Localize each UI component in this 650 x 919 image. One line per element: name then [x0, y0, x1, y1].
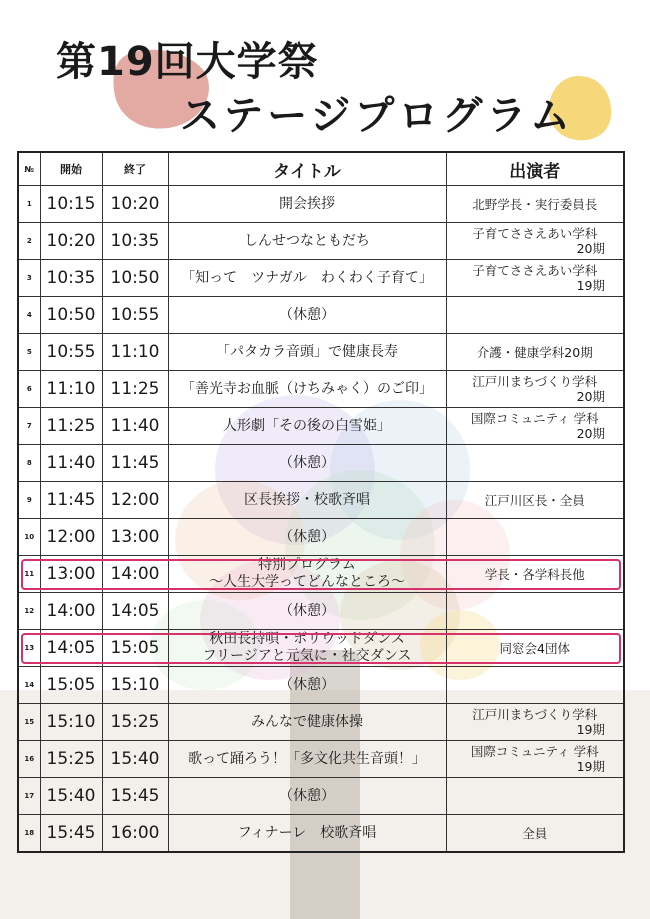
performer-line: 20期 [576, 426, 605, 441]
performer [446, 297, 624, 334]
program-title-line: 「パタカラ音頭」で健康長寿 [216, 343, 398, 360]
program-title [168, 815, 446, 853]
performer-line: 国際コミュニティ 学科 [470, 411, 599, 426]
row-number: 18 [18, 815, 40, 853]
start-time: 11:40 [40, 445, 102, 482]
program-title-line: （休憩） [279, 602, 335, 619]
program-title [168, 704, 446, 741]
table-row [18, 815, 624, 853]
performer [446, 482, 624, 519]
table-header-row [18, 152, 624, 186]
performer [446, 704, 624, 741]
performer-line: 北野学長・実行委員長 [472, 196, 598, 212]
program-title-line: 「知って ツナガル わくわく子育て」 [181, 269, 433, 286]
performer [446, 260, 624, 297]
column-header-no: № [18, 152, 40, 186]
row-number: 7 [18, 408, 40, 445]
start-time: 11:45 [40, 482, 102, 519]
program-title [168, 482, 446, 519]
end-time: 14:05 [102, 593, 168, 630]
table-row [18, 741, 624, 778]
table-row [18, 778, 624, 815]
program-title [168, 371, 446, 408]
performer [446, 334, 624, 371]
start-time: 15:40 [40, 778, 102, 815]
end-time: 13:00 [102, 519, 168, 556]
performer [446, 408, 624, 445]
row-number: 1 [18, 186, 40, 223]
row-number: 13 [18, 630, 40, 667]
performer [446, 223, 624, 260]
table-row [18, 186, 624, 223]
start-time: 11:25 [40, 408, 102, 445]
program-title-line: 秋田長持唄・ボリウッドダンス [209, 631, 405, 647]
program-title-line: （休憩） [279, 528, 335, 545]
table-row [18, 519, 624, 556]
performer-line: 19期 [576, 759, 605, 774]
performer-line: 江戸川まちづくり学科 [472, 374, 598, 389]
program-title-line: （休憩） [279, 787, 335, 804]
performer [446, 186, 624, 223]
end-time: 15:25 [102, 704, 168, 741]
row-number: 9 [18, 482, 40, 519]
program-title [168, 593, 446, 630]
row-number: 2 [18, 223, 40, 260]
program-title [168, 186, 446, 223]
table-row [18, 593, 624, 630]
row-number: 15 [18, 704, 40, 741]
end-time: 11:40 [102, 408, 168, 445]
performer-line: 19期 [576, 278, 605, 293]
start-time: 13:00 [40, 556, 102, 593]
start-time: 10:55 [40, 334, 102, 371]
program-table [17, 151, 625, 853]
program-title [168, 556, 446, 593]
table-row [18, 630, 624, 667]
start-time: 10:35 [40, 260, 102, 297]
end-time: 11:10 [102, 334, 168, 371]
end-time: 14:00 [102, 556, 168, 593]
column-header-performer: 出演者 [446, 152, 624, 186]
performer [446, 556, 624, 593]
row-number: 3 [18, 260, 40, 297]
table-row [18, 297, 624, 334]
program-title-line: フィナーレ 校歌斉唱 [237, 824, 377, 841]
table-row [18, 334, 624, 371]
start-time: 12:00 [40, 519, 102, 556]
table-row [18, 223, 624, 260]
performer [446, 519, 624, 556]
program-title [168, 519, 446, 556]
performer-line: 同窓会4団体 [499, 640, 570, 656]
table-row [18, 556, 624, 593]
performer-line: 20期 [576, 389, 605, 404]
row-number: 11 [18, 556, 40, 593]
program-title-line: 人形劇「その後の白雪姫」 [223, 417, 391, 434]
performer [446, 630, 624, 667]
performer-line: 江戸川まちづくり学科 [472, 707, 598, 722]
start-time: 10:15 [40, 186, 102, 223]
page-title-line2: ステージプログラム [180, 93, 574, 139]
row-number: 4 [18, 297, 40, 334]
column-header-end: 終了 [102, 152, 168, 186]
end-time: 10:55 [102, 297, 168, 334]
table-row [18, 704, 624, 741]
row-number: 8 [18, 445, 40, 482]
column-header-title: タイトル [168, 152, 446, 186]
end-time: 15:40 [102, 741, 168, 778]
start-time: 15:05 [40, 667, 102, 704]
row-number: 10 [18, 519, 40, 556]
row-number: 17 [18, 778, 40, 815]
end-time: 10:20 [102, 186, 168, 223]
performer [446, 741, 624, 778]
program-title-line: 「善光寺お血脈（けちみゃく）のご印」 [181, 380, 433, 397]
program-title-line: （休憩） [279, 454, 335, 471]
table-row [18, 667, 624, 704]
end-time: 11:45 [102, 445, 168, 482]
program-title [168, 630, 446, 667]
column-header-start: 開始 [40, 152, 102, 186]
program-title [168, 667, 446, 704]
program-title [168, 260, 446, 297]
row-number: 14 [18, 667, 40, 704]
performer-line: 介護・健康学科20期 [476, 344, 593, 360]
performer [446, 371, 624, 408]
end-time: 15:05 [102, 630, 168, 667]
start-time: 10:50 [40, 297, 102, 334]
performer-line: 20期 [576, 241, 605, 256]
end-time: 16:00 [102, 815, 168, 853]
row-number: 12 [18, 593, 40, 630]
end-time: 10:35 [102, 223, 168, 260]
table-row [18, 482, 624, 519]
program-title [168, 334, 446, 371]
program-title [168, 223, 446, 260]
table-row [18, 445, 624, 482]
program-title-line: ～人生大学ってどんなところ～ [209, 574, 405, 590]
header [0, 0, 650, 148]
program-title [168, 297, 446, 334]
end-time: 15:10 [102, 667, 168, 704]
performer-line: 江戸川区長・全員 [484, 492, 585, 508]
program-title-line: みんなで健康体操 [251, 713, 363, 730]
performer-line: 子育てささえあい学科 [472, 226, 598, 241]
program-title [168, 408, 446, 445]
performer [446, 778, 624, 815]
end-time: 11:25 [102, 371, 168, 408]
program-title-line: 開会挨拶 [279, 195, 335, 212]
program-title-line: フリージアと元気に・社交ダンス [202, 648, 412, 664]
program-title [168, 778, 446, 815]
table-row [18, 260, 624, 297]
table-row [18, 371, 624, 408]
row-number: 5 [18, 334, 40, 371]
program-title-line: 歌って踊ろう！「多文化共生音頭！」 [188, 750, 426, 767]
table-row [18, 408, 624, 445]
performer-line: 国際コミュニティ 学科 [470, 744, 599, 759]
start-time: 15:10 [40, 704, 102, 741]
program-title-line: 特別プログラム [258, 557, 356, 573]
performer [446, 445, 624, 482]
start-time: 15:25 [40, 741, 102, 778]
program-title [168, 741, 446, 778]
program-title [168, 445, 446, 482]
row-number: 16 [18, 741, 40, 778]
end-time: 12:00 [102, 482, 168, 519]
performer-line: 子育てささえあい学科 [472, 263, 598, 278]
program-title-line: （休憩） [279, 676, 335, 693]
page-title-line1: 第19回大学祭 [56, 39, 319, 85]
program-title-line: 区長挨拶・校歌斉唱 [244, 491, 370, 508]
performer-line: 19期 [576, 722, 605, 737]
performer [446, 815, 624, 853]
end-time: 15:45 [102, 778, 168, 815]
start-time: 14:00 [40, 593, 102, 630]
performer-line: 全員 [522, 825, 548, 841]
table-body [18, 186, 624, 853]
start-time: 11:10 [40, 371, 102, 408]
end-time: 10:50 [102, 260, 168, 297]
performer [446, 593, 624, 630]
start-time: 14:05 [40, 630, 102, 667]
program-title-line: （休憩） [279, 306, 335, 323]
performer [446, 667, 624, 704]
start-time: 15:45 [40, 815, 102, 853]
row-number: 6 [18, 371, 40, 408]
program-title-line: しんせつなともだち [244, 232, 370, 249]
performer-line: 学長・各学科長他 [484, 566, 585, 582]
start-time: 10:20 [40, 223, 102, 260]
